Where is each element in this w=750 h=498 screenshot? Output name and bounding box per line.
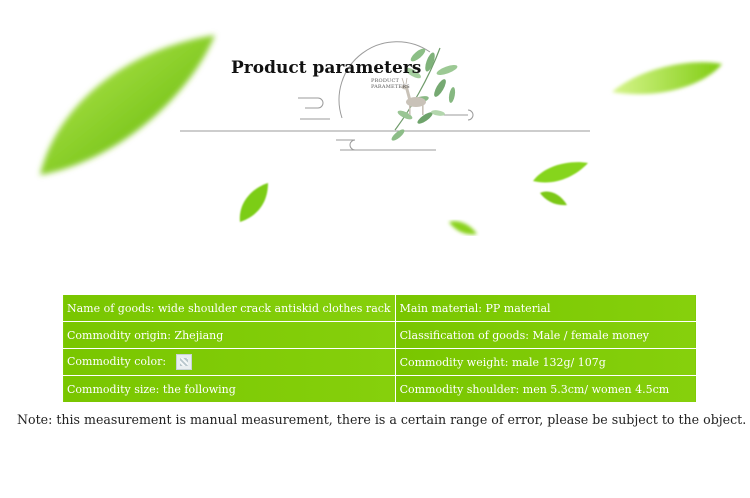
table-row xyxy=(63,295,697,322)
leaf-icon xyxy=(449,221,477,234)
param-cell: Commodity weight: male 132g/ 107g xyxy=(395,349,696,376)
table-row xyxy=(63,376,697,403)
param-cell: Commodity origin: Zhejiang xyxy=(63,322,396,349)
table-row xyxy=(63,322,697,349)
param-cell: Classification of goods: Male / female money xyxy=(395,322,696,349)
color-swatch-icon xyxy=(176,354,192,370)
param-cell: Commodity shoulder: men 5.3cm/ women 4.5cm xyxy=(395,376,696,403)
subtitle-line: PARAMETERS xyxy=(371,84,410,90)
param-cell-color xyxy=(63,349,396,376)
leaf-icon xyxy=(40,35,215,175)
page-subtitle xyxy=(371,78,410,90)
subtitle-line: PRODUCT xyxy=(371,78,400,84)
table-row xyxy=(63,349,697,376)
leaf-icon xyxy=(533,162,588,182)
param-cell: Name of goods: wide shoulder crack antiskid clothes rack xyxy=(63,295,396,322)
leaf-icon xyxy=(612,62,722,94)
leaf-icon xyxy=(540,192,567,206)
measurement-note: Note: this measurement is manual measurement, there is a certain range of error, please be subject to the object. xyxy=(17,412,747,427)
param-label: Commodity color: xyxy=(67,355,167,368)
product-parameters-table xyxy=(62,294,697,403)
leaf-icon xyxy=(240,183,268,222)
param-cell: Commodity size: the following xyxy=(63,376,396,403)
page-title: Product parameters xyxy=(231,58,422,78)
param-cell: Main material: PP material xyxy=(395,295,696,322)
